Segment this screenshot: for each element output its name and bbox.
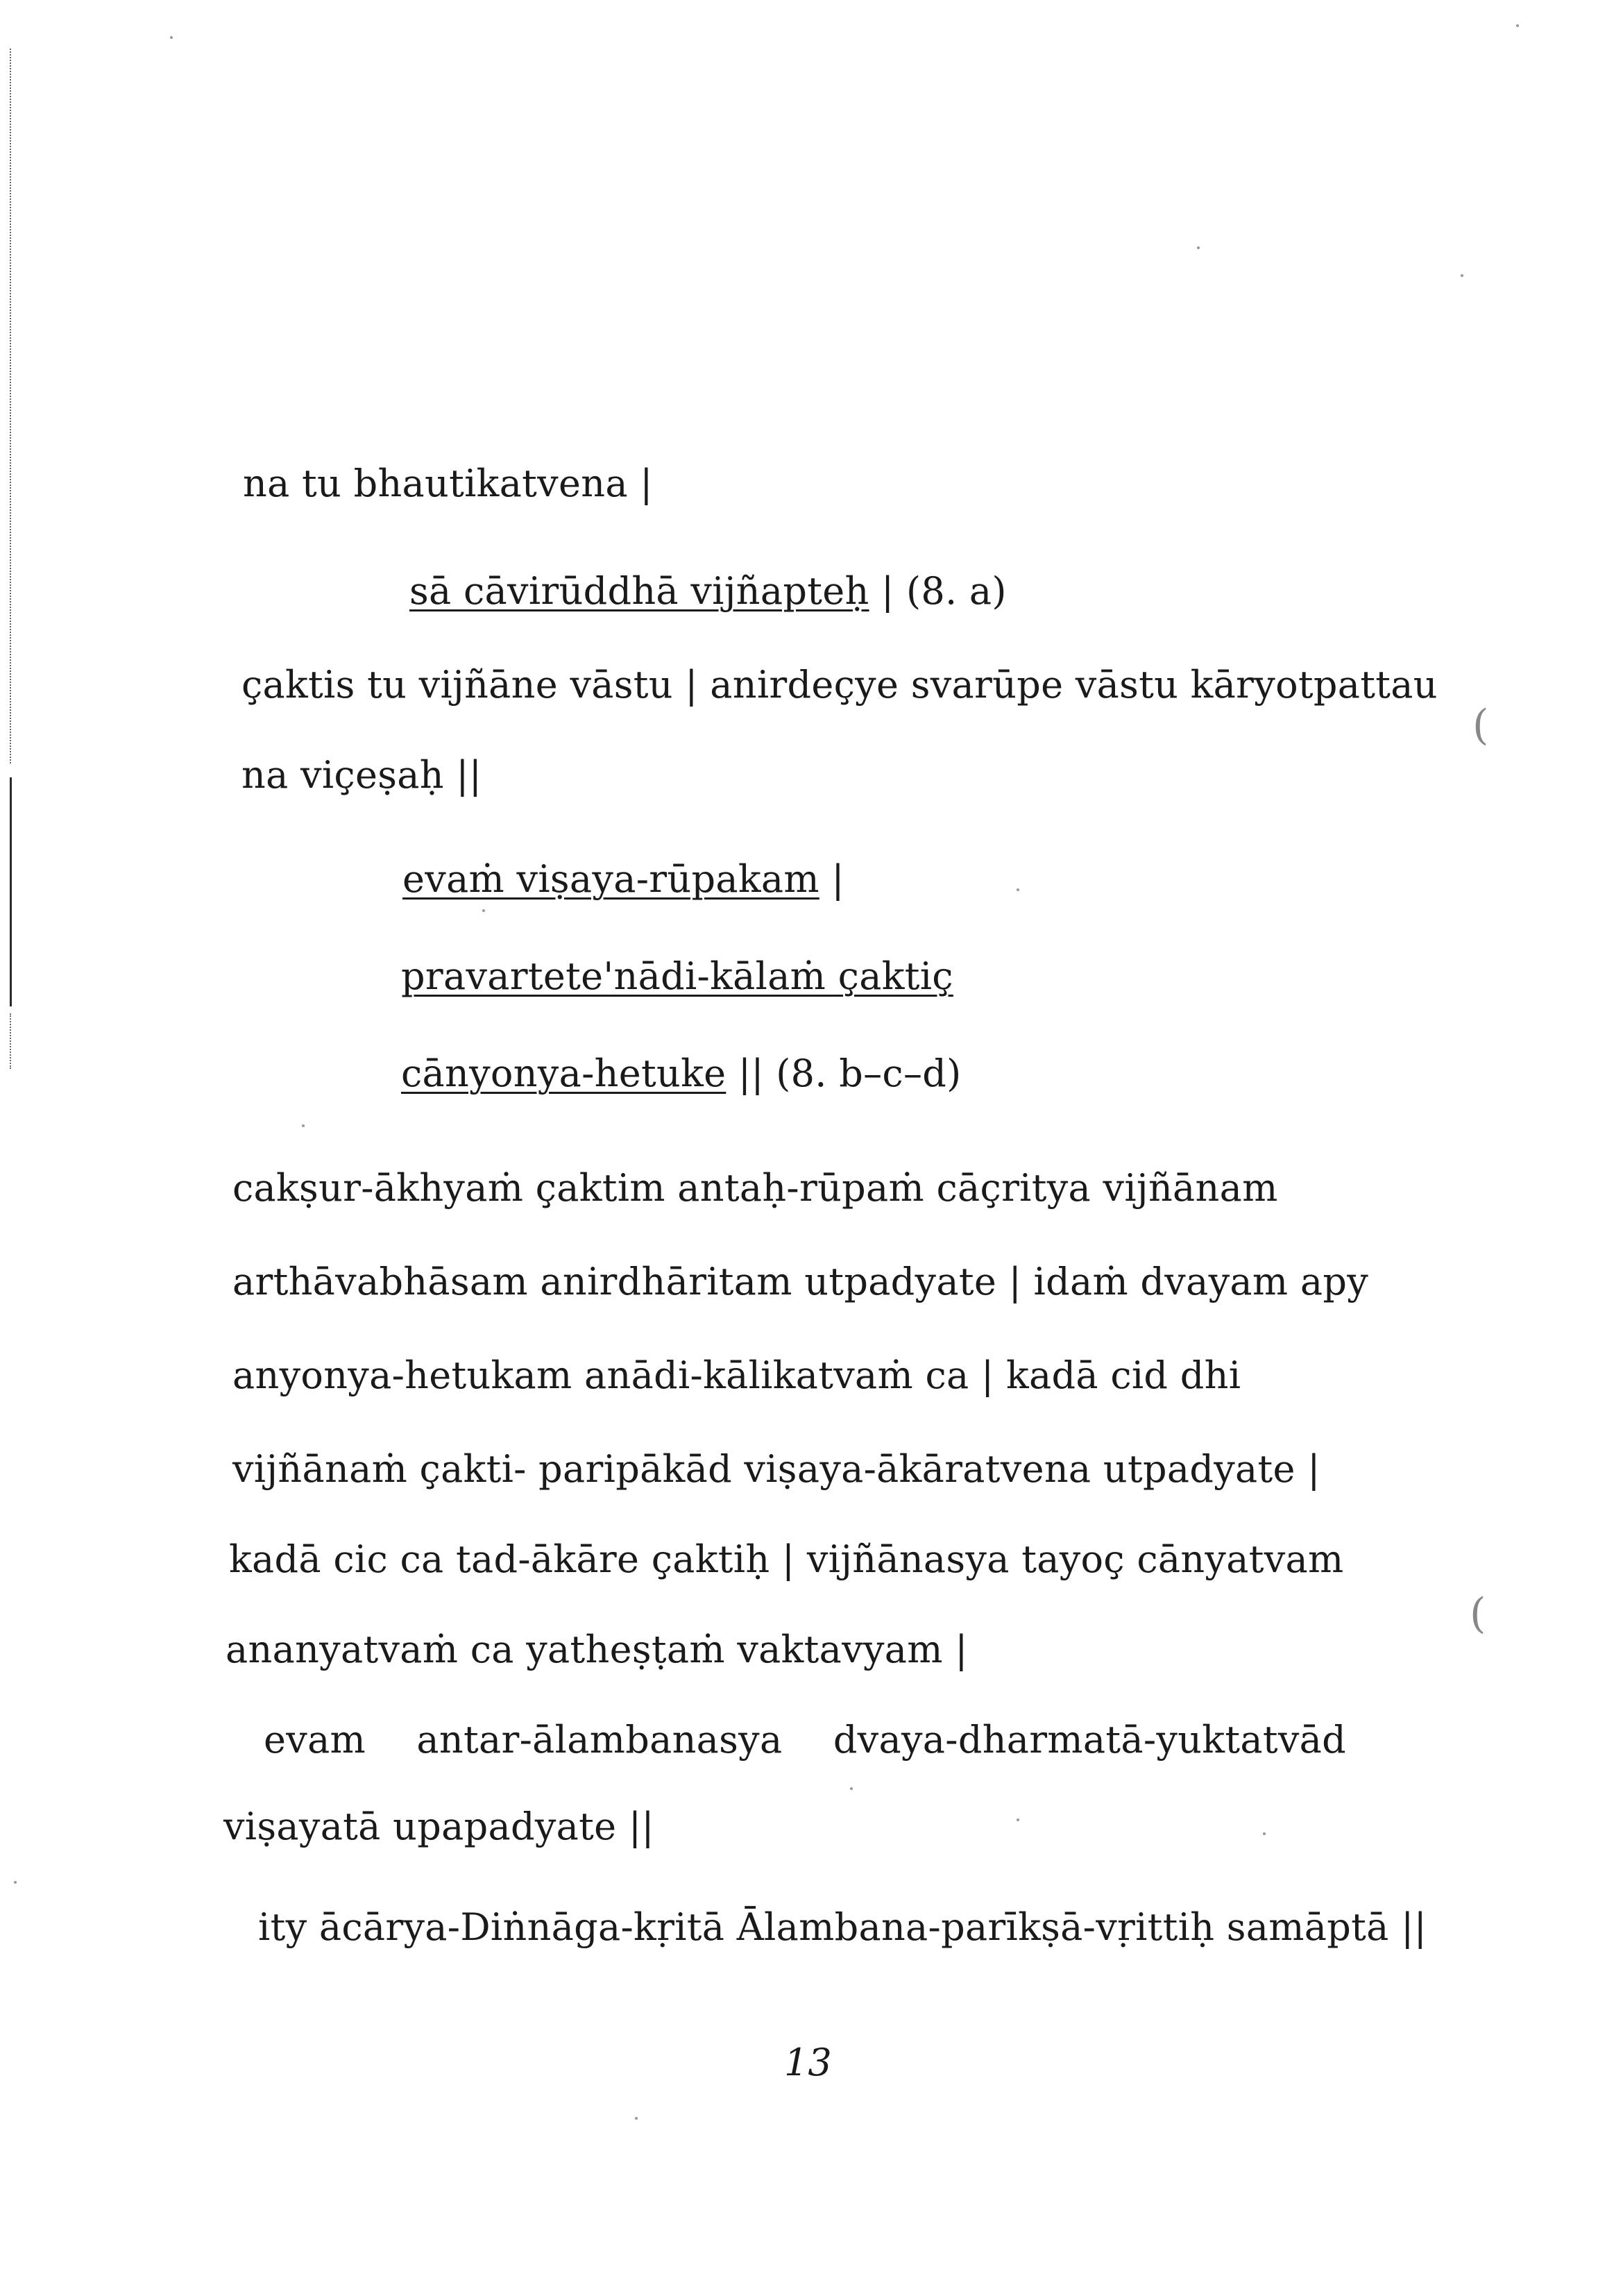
text-line-1: na tu bhautikatvena | bbox=[243, 462, 653, 505]
text-line-14 bbox=[264, 1718, 1346, 1762]
verse-underlined: evaṁ viṣaya-rūpakam bbox=[402, 857, 819, 901]
text-line-8: cakṣur-ākhyaṁ çaktim antaḥ-rūpaṁ cāçritya vijñānam bbox=[232, 1166, 1278, 1210]
text-line-13: ananyatvaṁ ca yatheṣṭaṁ vaktavyam | bbox=[226, 1628, 968, 1671]
speck bbox=[302, 1124, 305, 1127]
text-line-11: vijñānaṁ çakti- paripākād viṣaya-ākāratvena utpadyate | bbox=[232, 1447, 1320, 1491]
verse-underlined: pravartete'nādi-kālaṁ çaktiç bbox=[401, 954, 953, 998]
speck bbox=[1197, 246, 1200, 249]
verse-line-8b bbox=[402, 857, 844, 902]
text-line-9: arthāvabhāsam anirdhāritam utpadyate | idaṁ dvayam apy bbox=[232, 1260, 1369, 1303]
speck bbox=[1516, 24, 1519, 27]
text-line-10: anyonya-hetukam anādi-kālikatvaṁ ca | kadā cid dhi bbox=[232, 1353, 1241, 1397]
verse-underlined: cānyonya-hetuke bbox=[401, 1052, 726, 1095]
word: evam bbox=[264, 1718, 366, 1762]
speck bbox=[635, 2117, 638, 2120]
speck bbox=[482, 909, 485, 912]
verse-line-8a bbox=[409, 569, 1007, 614]
speck bbox=[1461, 274, 1463, 277]
text-line-3: çaktis tu vijñāne vāstu | anirdeçye svarūpe vāstu kāryotpattau bbox=[241, 663, 1438, 707]
margin-rule bbox=[10, 777, 12, 1006]
word: antar-ālambanasya bbox=[416, 1718, 783, 1762]
text-line-12: kadā cic ca tad-ākāre çaktiḥ | vijñānasya tayoç cānyatvam bbox=[229, 1537, 1344, 1581]
speck bbox=[170, 36, 173, 39]
text-line-15: viṣayatā upapadyate || bbox=[223, 1805, 654, 1848]
page-number: 13 bbox=[784, 2041, 832, 2084]
verse-reference: || (8. b–c–d) bbox=[738, 1052, 962, 1095]
text-line-4: na viçeṣaḥ || bbox=[241, 753, 482, 797]
margin-dotted-rule-lower bbox=[10, 1013, 11, 1069]
margin-mark-lower: ( bbox=[1470, 1589, 1486, 1638]
verse-underlined: sā cāvirūddhā vijñapteḥ bbox=[409, 569, 869, 613]
speck bbox=[850, 1787, 853, 1790]
margin-dotted-rule bbox=[10, 49, 11, 763]
speck bbox=[1263, 1832, 1266, 1835]
verse-line-8c bbox=[401, 954, 953, 999]
speck bbox=[1017, 1818, 1019, 1821]
speck bbox=[1017, 888, 1019, 891]
colophon-line: ity ācārya-Diṅnāga-kṛitā Ālambana-parīkṣā-vṛittiḥ samāptā || bbox=[258, 1905, 1427, 1949]
verse-line-8d bbox=[401, 1052, 961, 1096]
speck bbox=[14, 1881, 17, 1884]
verse-reference: | (8. a) bbox=[881, 569, 1007, 613]
word: dvaya-dharmatā-yuktatvād bbox=[833, 1718, 1346, 1762]
margin-mark-upper: ( bbox=[1472, 701, 1489, 750]
verse-tail: | bbox=[831, 857, 844, 901]
